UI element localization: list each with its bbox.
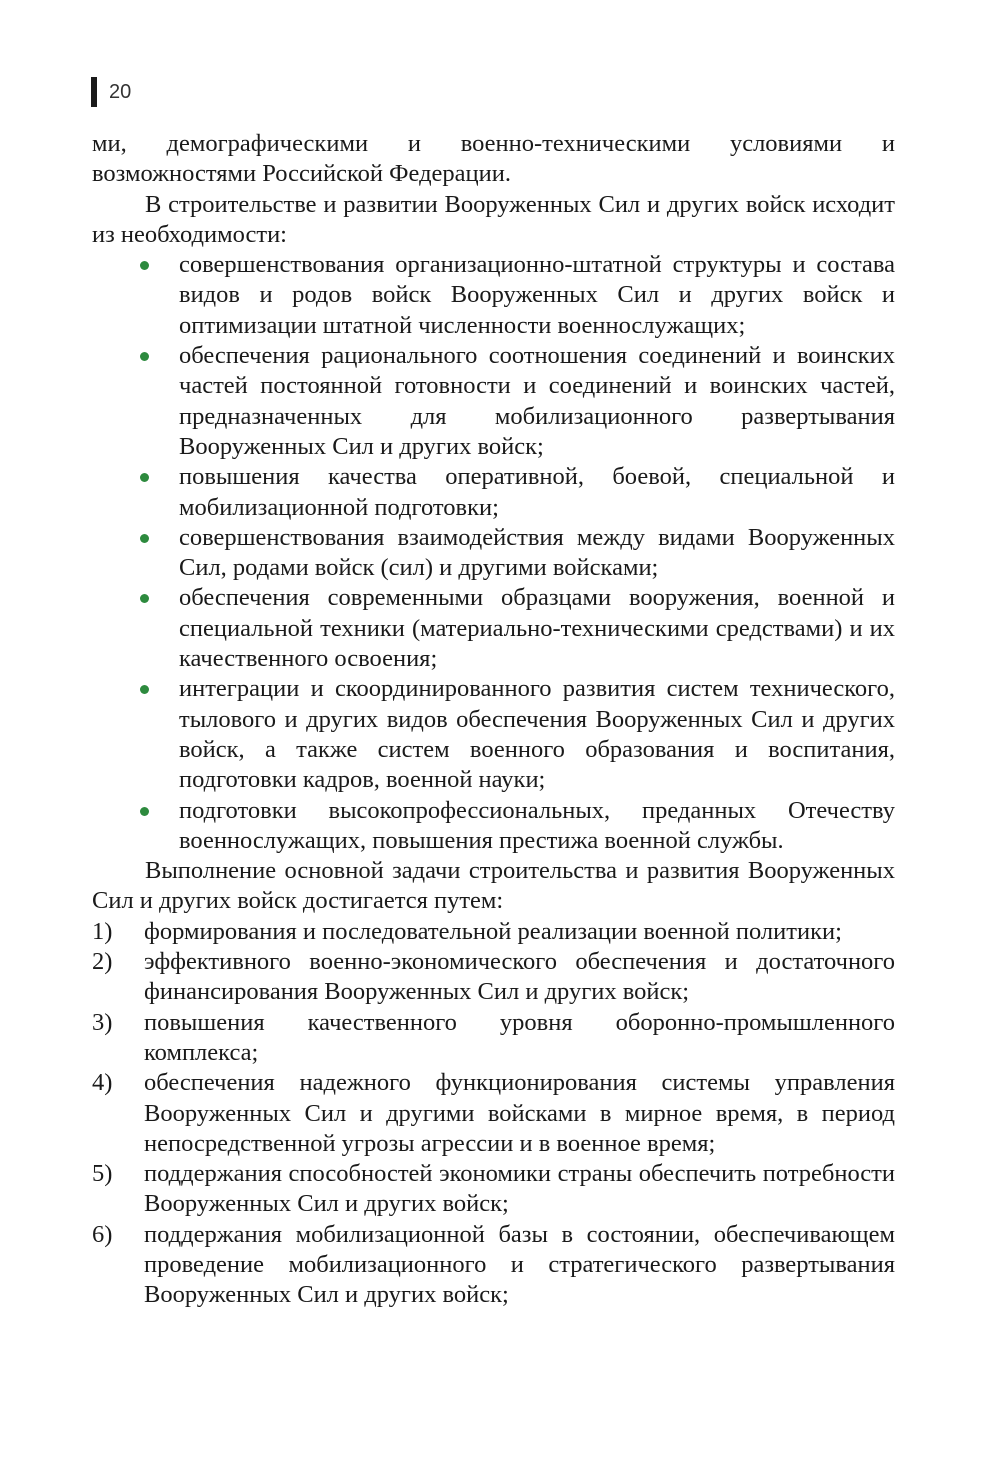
numbered-item <box>92 1159 895 1220</box>
bullet-dot-icon <box>140 534 149 543</box>
bullet-text: совершенствования организационно-штатной структуры и состава видов и родов войск Вооруженных Сил и других войск и оптимизации штатной численности военнослужащих; <box>179 251 895 339</box>
bullet-item <box>179 250 895 341</box>
numbered-item <box>92 917 895 947</box>
paragraph-intro-numbered: Выполнение основной задачи строительства и развития Вооруженных Сил и других войск достигается путем: <box>92 857 895 915</box>
page-marker-bar <box>91 77 97 107</box>
item-text: повышения качественного уровня оборонно-промышленного комплекса; <box>144 1008 895 1066</box>
item-number: 5) <box>92 1160 113 1188</box>
bullet-item <box>179 796 895 857</box>
bullet-list <box>92 250 895 856</box>
bullet-item <box>179 462 895 523</box>
item-text: поддержания способностей экономики страны обеспечить потребности Вооруженных Сил и других войск; <box>144 1160 895 1218</box>
bullet-item <box>179 674 895 795</box>
item-text: эффективного военно-экономического обеспечения и достаточного финансирования Вооруженных Сил и других войск; <box>144 948 895 1006</box>
page-header <box>91 77 131 107</box>
item-number: 2) <box>92 948 113 976</box>
numbered-list <box>92 917 895 1311</box>
bullet-dot-icon <box>140 473 149 482</box>
bullet-text: подготовки высокопрофессиональных, преданных Отечеству военнослужащих, повышения престижа военной службы. <box>179 796 895 854</box>
bullet-item <box>179 583 895 674</box>
item-text: обеспечения надежного функционирования системы управления Вооруженных Сил и другими войсками в мирное время, в период непосредственной угрозы агрессии и в военное время; <box>144 1069 895 1157</box>
bullet-item <box>179 523 895 584</box>
paragraph-intro-bullets: В строительстве и развитии Вооруженных Сил и других войск исходит из необходимости: <box>92 190 895 248</box>
bullet-text: повышения качества оперативной, боевой, специальной и мобилизационной подготовки; <box>179 463 895 521</box>
item-text: формирования и последовательной реализации военной политики; <box>144 917 842 945</box>
numbered-item <box>92 1068 895 1159</box>
item-number: 4) <box>92 1069 113 1097</box>
item-text: поддержания мобилизационной базы в состоянии, обеспечивающем проведение мобилизационного и стратегического развертывания Вооруженных Сил и других войск; <box>144 1220 895 1309</box>
bullet-dot-icon <box>140 352 149 361</box>
item-number: 3) <box>92 1008 113 1036</box>
page-content <box>92 129 895 1311</box>
bullet-text: обеспечения современными образцами вооружения, военной и специальной техники (материально-техническими средствами) и их качественного освоения; <box>179 584 895 673</box>
bullet-dot-icon <box>140 807 149 816</box>
bullet-dot-icon <box>140 685 149 694</box>
bullet-dot-icon <box>140 594 149 603</box>
bullet-text: интеграции и скоординированного развития систем технического, тылового и других видов обеспечения Вооруженных Сил и других войск, а также систем военного образования и воспитания, подготовки кадров, военной науки; <box>179 675 895 794</box>
numbered-item <box>92 947 895 1008</box>
paragraph-continuation: ми, демографическими и военно-техническими условиями и возможностями Российской Федерации. <box>92 130 895 188</box>
item-number: 6) <box>92 1220 113 1248</box>
item-number: 1) <box>92 917 113 945</box>
bullet-text: совершенствования взаимодействия между видами Вооруженных Сил, родами войск (сил) и другими войсками; <box>179 523 895 582</box>
numbered-item <box>92 1220 895 1311</box>
bullet-dot-icon <box>140 261 149 270</box>
bullet-item <box>179 341 895 462</box>
numbered-item <box>92 1008 895 1069</box>
page-number: 20 <box>109 80 132 103</box>
bullet-text: обеспечения рационального соотношения соединений и воинских частей постоянной готовности и соединений и воинских частей, предназначенных для мобилизационного развертывания Вооруженных Сил и других войск; <box>179 342 895 460</box>
